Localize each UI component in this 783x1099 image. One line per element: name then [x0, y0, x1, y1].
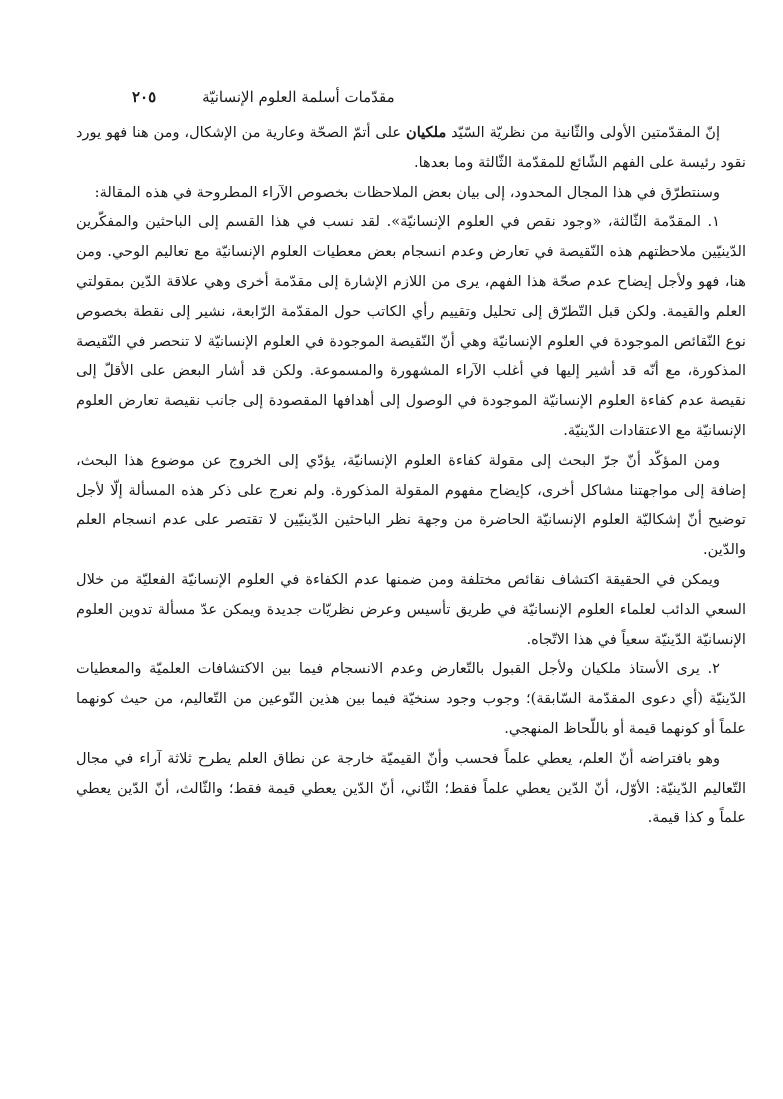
paragraph: ويمكن في الحقيقة اكتشاف نقائص مختلفة ومن ضمنها عدم الكفاءة في العلوم الإنسانيّة الفعليّة من خلال السعي الدائب لعلماء العلوم الإنسانيّة في طريق تأسيس وعرض نظريّات جديدة ويمكن عدّ مسألة تدوين العلوم الإنسانيّة الدّينيّة سعياً في هذا الاتّجاه. [76, 570, 746, 648]
paragraph-point-1: ١. المقدّمة الثّالثة، «وجود نقص في العلوم الإنسانيّة». لقد نسب في هذا القسم إلى الباحثين والمفكّرين الدّينيّين ملاحظتهم هذه النّقيصة في تعارض وعدم انسجام بعض معطيات العلوم الإنسانيّة مع تعاليم الوحي. ومن هنا، فهو ولأجل إيضاح عدم صحّة هذا الفهم، يرى من اللازم الإشارة إلى مقدّمة أخرى وهي علاقة الدّين بمقولتي العلم والقيمة. ولكن قبل التّطرّق إلى تحليل وتقييم رأي الكاتب حول المقدّمة الرّابعة، نشير إلى نقطة بخصوص نوع النّقائص الموجودة في العلوم الإنسانيّة وهي أنّ النّقيصة الموجودة في العلوم الإنسانيّة لا تنحصر في النّقيصة المذكورة، مع أنّه قد أشير إليها في أغلب الآراء المشهورة والمسموعة. ولكن قد أشار البعض على الأقلّ إلى نقيصة عدم كفاءة العلوم الإنسانيّة الموجودة في الوصول إلى أهدافها المقصودة إلى جانب نقيصة تعارض العلوم الإنسانيّة مع الاعتقادات الدّينيّة. [76, 213, 746, 439]
paragraph: ومن المؤكّد أنّ جرّ البحث إلى مقولة كفاءة العلوم الإنسانيّة، يؤدّي إلى الخروج عن موضوع هذا البحث، إضافة إلى مواجهتنا مشاكل أخرى، كإيضاح مفهوم المقولة المذكورة. ولم نعرج على ذكر هذه المسألة إلّا لأجل توضيح أنّ إشكاليّة العلوم الإنسانيّة الحاضرة من وجهة نظر الباحثين الدّينيّين لا تقتصر على عدم انسجام العلم والدّين. [76, 451, 746, 559]
paragraph: وهو بافتراضه أنّ العلم، يعطي علماً فحسب وأنّ القيميّة خارجة عن نطاق العلم يطرح ثلاثة آراء في مجال التّعاليم الدّينيّة: الأوّل، أنّ الدّين يعطي علماً فقط؛ الثّاني، أنّ الدّين يعطي قيمة فقط؛ والثّالث، أنّ الدّين يعطي علماً و كذا قيمة. [76, 749, 746, 827]
running-header [132, 82, 684, 112]
paragraph-intro-start: إنّ المقدّمتين الأولى والثّانية من نظريّة السّيّد [446, 124, 721, 141]
running-title: مقدّمات أسلمة العلوم الإنسانيّة [202, 88, 395, 106]
paragraph-intro [76, 118, 746, 178]
paragraph: وسنتطرّق في هذا المجال المحدود، إلى بيان بعض الملاحظات بخصوص الآراء المطروحة في هذه المقالة: [94, 183, 720, 201]
paragraph-intro-end: على أتمّ الصحّة وعارية من الإشكال، ومن هنا فهو يورد نقود رئيسة على الفهم الشّائع للمقدّمة الثّالثة وما بعدها. [76, 124, 746, 171]
page-number: ٢٠٥ [132, 88, 157, 106]
author-name: ملكيان [405, 124, 447, 141]
paragraph-point-2: ٢. يرى الأستاذ ملكيان ولأجل القبول بالتّعارض وعدم الانسجام فيما بين الاكتشافات العلميّة والمعطيات الدّينيّة (أي دعوى المقدّمة السّابقة)؛ وجوب وجود سنخيّة فيما بين هذين النّوعين من التّعاليم، من حيث كونهما علماً أو كونهما قيمة أو باللّحاظ المنهجي. [76, 660, 746, 737]
body-text [76, 118, 746, 833]
